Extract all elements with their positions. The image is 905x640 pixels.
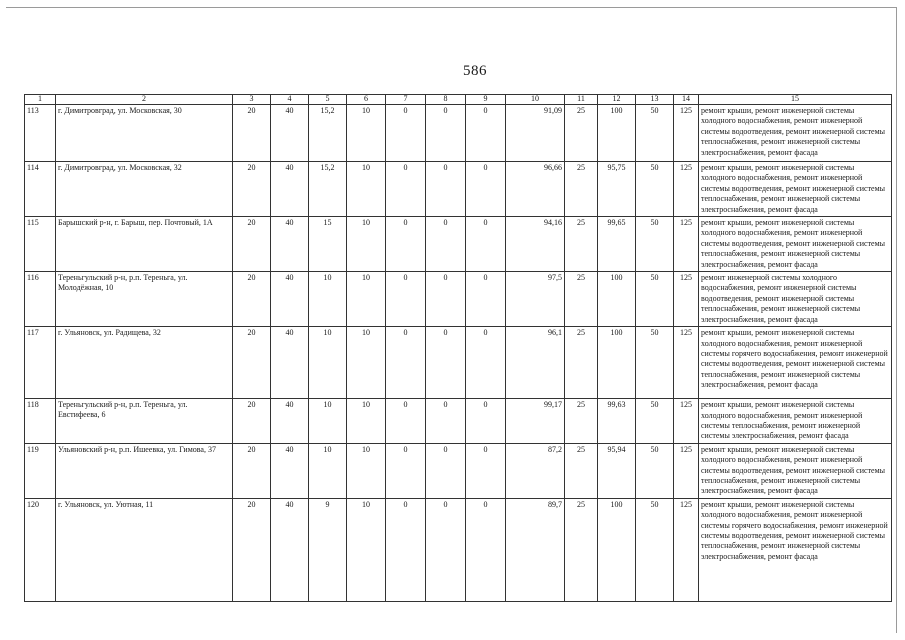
value-cell: 40 <box>271 443 309 498</box>
row-number: 114 <box>25 162 56 217</box>
works-cell: ремонт крыши, ремонт инженерной системы холодного водоснабжения, ремонт инженерной системы горячего водоснабжения, ремонт инженерной системы водоотведения, ремонт инженерной системы теплоснабжения, ремонт инженерной системы электроснабжения, ремонт фасада <box>699 498 892 601</box>
value-cell: 0 <box>386 272 426 327</box>
value-cell: 0 <box>466 327 506 399</box>
value-cell: 10 <box>347 443 386 498</box>
value-cell: 95,94 <box>598 443 636 498</box>
value-cell: 20 <box>233 217 271 272</box>
value-cell: 20 <box>233 327 271 399</box>
value-cell: 125 <box>674 498 699 601</box>
value-cell: 95,75 <box>598 162 636 217</box>
row-number: 118 <box>25 399 56 444</box>
column-header: 1 <box>25 95 56 105</box>
value-cell: 99,17 <box>506 399 565 444</box>
value-cell: 50 <box>636 105 674 162</box>
header-row <box>25 95 892 105</box>
works-cell: ремонт крыши, ремонт инженерной системы холодного водоснабжения, ремонт инженерной системы теплоснабжения, ремонт инженерной системы электроснабжения, ремонт фасада <box>699 399 892 444</box>
value-cell: 50 <box>636 217 674 272</box>
value-cell: 0 <box>386 399 426 444</box>
value-cell: 89,7 <box>506 498 565 601</box>
value-cell: 15,2 <box>309 105 347 162</box>
table-row <box>25 217 892 272</box>
value-cell: 100 <box>598 105 636 162</box>
value-cell: 0 <box>386 162 426 217</box>
value-cell: 10 <box>347 272 386 327</box>
value-cell: 0 <box>426 272 466 327</box>
value-cell: 0 <box>426 443 466 498</box>
works-cell: ремонт крыши, ремонт инженерной системы холодного водоснабжения, ремонт инженерной системы водоотведения, ремонт инженерной системы теплоснабжения, ремонт инженерной системы электроснабжения, ремонт фасада <box>699 162 892 217</box>
value-cell: 0 <box>466 217 506 272</box>
value-cell: 25 <box>565 162 598 217</box>
value-cell: 94,16 <box>506 217 565 272</box>
value-cell: 10 <box>309 399 347 444</box>
value-cell: 25 <box>565 217 598 272</box>
value-cell: 125 <box>674 105 699 162</box>
value-cell: 0 <box>466 272 506 327</box>
row-number: 116 <box>25 272 56 327</box>
column-header: 15 <box>699 95 892 105</box>
address-cell: Барышский р-н, г. Барыш, пер. Почтовый, 1А <box>56 217 233 272</box>
value-cell: 10 <box>347 399 386 444</box>
value-cell: 0 <box>466 498 506 601</box>
value-cell: 0 <box>426 498 466 601</box>
works-cell: ремонт крыши, ремонт инженерной системы холодного водоснабжения, ремонт инженерной системы водоотведения, ремонт инженерной системы теплоснабжения, ремонт инженерной системы электроснабжения, ремонт фасада <box>699 105 892 162</box>
value-cell: 50 <box>636 399 674 444</box>
value-cell: 20 <box>233 498 271 601</box>
value-cell: 40 <box>271 272 309 327</box>
column-header: 12 <box>598 95 636 105</box>
value-cell: 9 <box>309 498 347 601</box>
value-cell: 10 <box>347 498 386 601</box>
value-cell: 50 <box>636 443 674 498</box>
value-cell: 0 <box>426 105 466 162</box>
value-cell: 25 <box>565 272 598 327</box>
value-cell: 125 <box>674 443 699 498</box>
value-cell: 0 <box>466 105 506 162</box>
column-header: 8 <box>426 95 466 105</box>
address-cell: г. Ульяновск, ул. Уютная, 11 <box>56 498 233 601</box>
value-cell: 50 <box>636 498 674 601</box>
value-cell: 0 <box>466 162 506 217</box>
value-cell: 50 <box>636 162 674 217</box>
value-cell: 0 <box>426 217 466 272</box>
table-row <box>25 105 892 162</box>
address-cell: Ульяновский р-н, р.п. Ишеевка, ул. Гимова, 37 <box>56 443 233 498</box>
value-cell: 0 <box>466 399 506 444</box>
table-row <box>25 162 892 217</box>
value-cell: 50 <box>636 272 674 327</box>
value-cell: 0 <box>386 105 426 162</box>
value-cell: 96,66 <box>506 162 565 217</box>
table-row <box>25 443 892 498</box>
value-cell: 96,1 <box>506 327 565 399</box>
works-cell: ремонт инженерной системы холодного водоснабжения, ремонт инженерной системы водоотведения, ремонт инженерной системы теплоснабжения, ремонт инженерной системы электроснабжения, ремонт фасада <box>699 272 892 327</box>
value-cell: 100 <box>598 327 636 399</box>
column-header: 11 <box>565 95 598 105</box>
value-cell: 0 <box>466 443 506 498</box>
column-header: 10 <box>506 95 565 105</box>
column-header: 9 <box>466 95 506 105</box>
value-cell: 10 <box>347 217 386 272</box>
column-header: 14 <box>674 95 699 105</box>
value-cell: 0 <box>426 327 466 399</box>
value-cell: 20 <box>233 162 271 217</box>
value-cell: 40 <box>271 399 309 444</box>
value-cell: 40 <box>271 162 309 217</box>
address-cell: Тереньгульский р-н, р.п. Тереньга, ул. Молодёжная, 10 <box>56 272 233 327</box>
column-header: 3 <box>233 95 271 105</box>
value-cell: 125 <box>674 162 699 217</box>
value-cell: 20 <box>233 272 271 327</box>
column-header: 2 <box>56 95 233 105</box>
row-number: 117 <box>25 327 56 399</box>
value-cell: 25 <box>565 399 598 444</box>
table-row <box>25 498 892 601</box>
value-cell: 91,09 <box>506 105 565 162</box>
value-cell: 10 <box>347 327 386 399</box>
value-cell: 25 <box>565 327 598 399</box>
value-cell: 125 <box>674 272 699 327</box>
value-cell: 40 <box>271 327 309 399</box>
value-cell: 125 <box>674 399 699 444</box>
value-cell: 87,2 <box>506 443 565 498</box>
works-cell: ремонт крыши, ремонт инженерной системы холодного водоснабжения, ремонт инженерной системы водоотведения, ремонт инженерной системы теплоснабжения, ремонт инженерной системы электроснабжения, ремонт фасада <box>699 217 892 272</box>
value-cell: 100 <box>598 272 636 327</box>
value-cell: 40 <box>271 498 309 601</box>
value-cell: 25 <box>565 443 598 498</box>
column-header: 5 <box>309 95 347 105</box>
row-number: 113 <box>25 105 56 162</box>
value-cell: 10 <box>309 327 347 399</box>
value-cell: 0 <box>426 162 466 217</box>
value-cell: 20 <box>233 399 271 444</box>
value-cell: 40 <box>271 105 309 162</box>
value-cell: 10 <box>309 443 347 498</box>
table-row <box>25 399 892 444</box>
address-cell: г. Димитровград, ул. Московская, 32 <box>56 162 233 217</box>
works-cell: ремонт крыши, ремонт инженерной системы холодного водоснабжения, ремонт инженерной системы водоотведения, ремонт инженерной системы теплоснабжения, ремонт инженерной системы электроснабжения, ремонт фасада <box>699 443 892 498</box>
column-header: 4 <box>271 95 309 105</box>
value-cell: 50 <box>636 327 674 399</box>
table-row <box>25 272 892 327</box>
column-header: 13 <box>636 95 674 105</box>
value-cell: 99,65 <box>598 217 636 272</box>
value-cell: 10 <box>347 162 386 217</box>
value-cell: 15 <box>309 217 347 272</box>
value-cell: 0 <box>386 327 426 399</box>
value-cell: 20 <box>233 443 271 498</box>
value-cell: 15,2 <box>309 162 347 217</box>
value-cell: 25 <box>565 498 598 601</box>
works-cell: ремонт крыши, ремонт инженерной системы холодного водоснабжения, ремонт инженерной системы горячего водоснабжения, ремонт инженерной системы водоотведения, ремонт инженерной системы теплоснабжения, ремонт инженерной системы электроснабжения, ремонт фасада <box>699 327 892 399</box>
value-cell: 97,5 <box>506 272 565 327</box>
column-header: 7 <box>386 95 426 105</box>
address-cell: Тереньгульский р-н, р.п. Тереньга, ул. Евстифеева, 6 <box>56 399 233 444</box>
address-cell: г. Димитровград, ул. Московская, 30 <box>56 105 233 162</box>
value-cell: 20 <box>233 105 271 162</box>
value-cell: 100 <box>598 498 636 601</box>
value-cell: 99,63 <box>598 399 636 444</box>
row-number: 119 <box>25 443 56 498</box>
address-cell: г. Ульяновск, ул. Радищева, 32 <box>56 327 233 399</box>
value-cell: 10 <box>347 105 386 162</box>
column-header: 6 <box>347 95 386 105</box>
value-cell: 0 <box>386 498 426 601</box>
value-cell: 10 <box>309 272 347 327</box>
value-cell: 0 <box>386 443 426 498</box>
row-number: 120 <box>25 498 56 601</box>
value-cell: 0 <box>386 217 426 272</box>
value-cell: 0 <box>426 399 466 444</box>
value-cell: 25 <box>565 105 598 162</box>
value-cell: 125 <box>674 327 699 399</box>
works-table <box>24 94 892 602</box>
row-number: 115 <box>25 217 56 272</box>
table-row <box>25 327 892 399</box>
value-cell: 125 <box>674 217 699 272</box>
value-cell: 40 <box>271 217 309 272</box>
page-number: 586 <box>463 63 487 79</box>
